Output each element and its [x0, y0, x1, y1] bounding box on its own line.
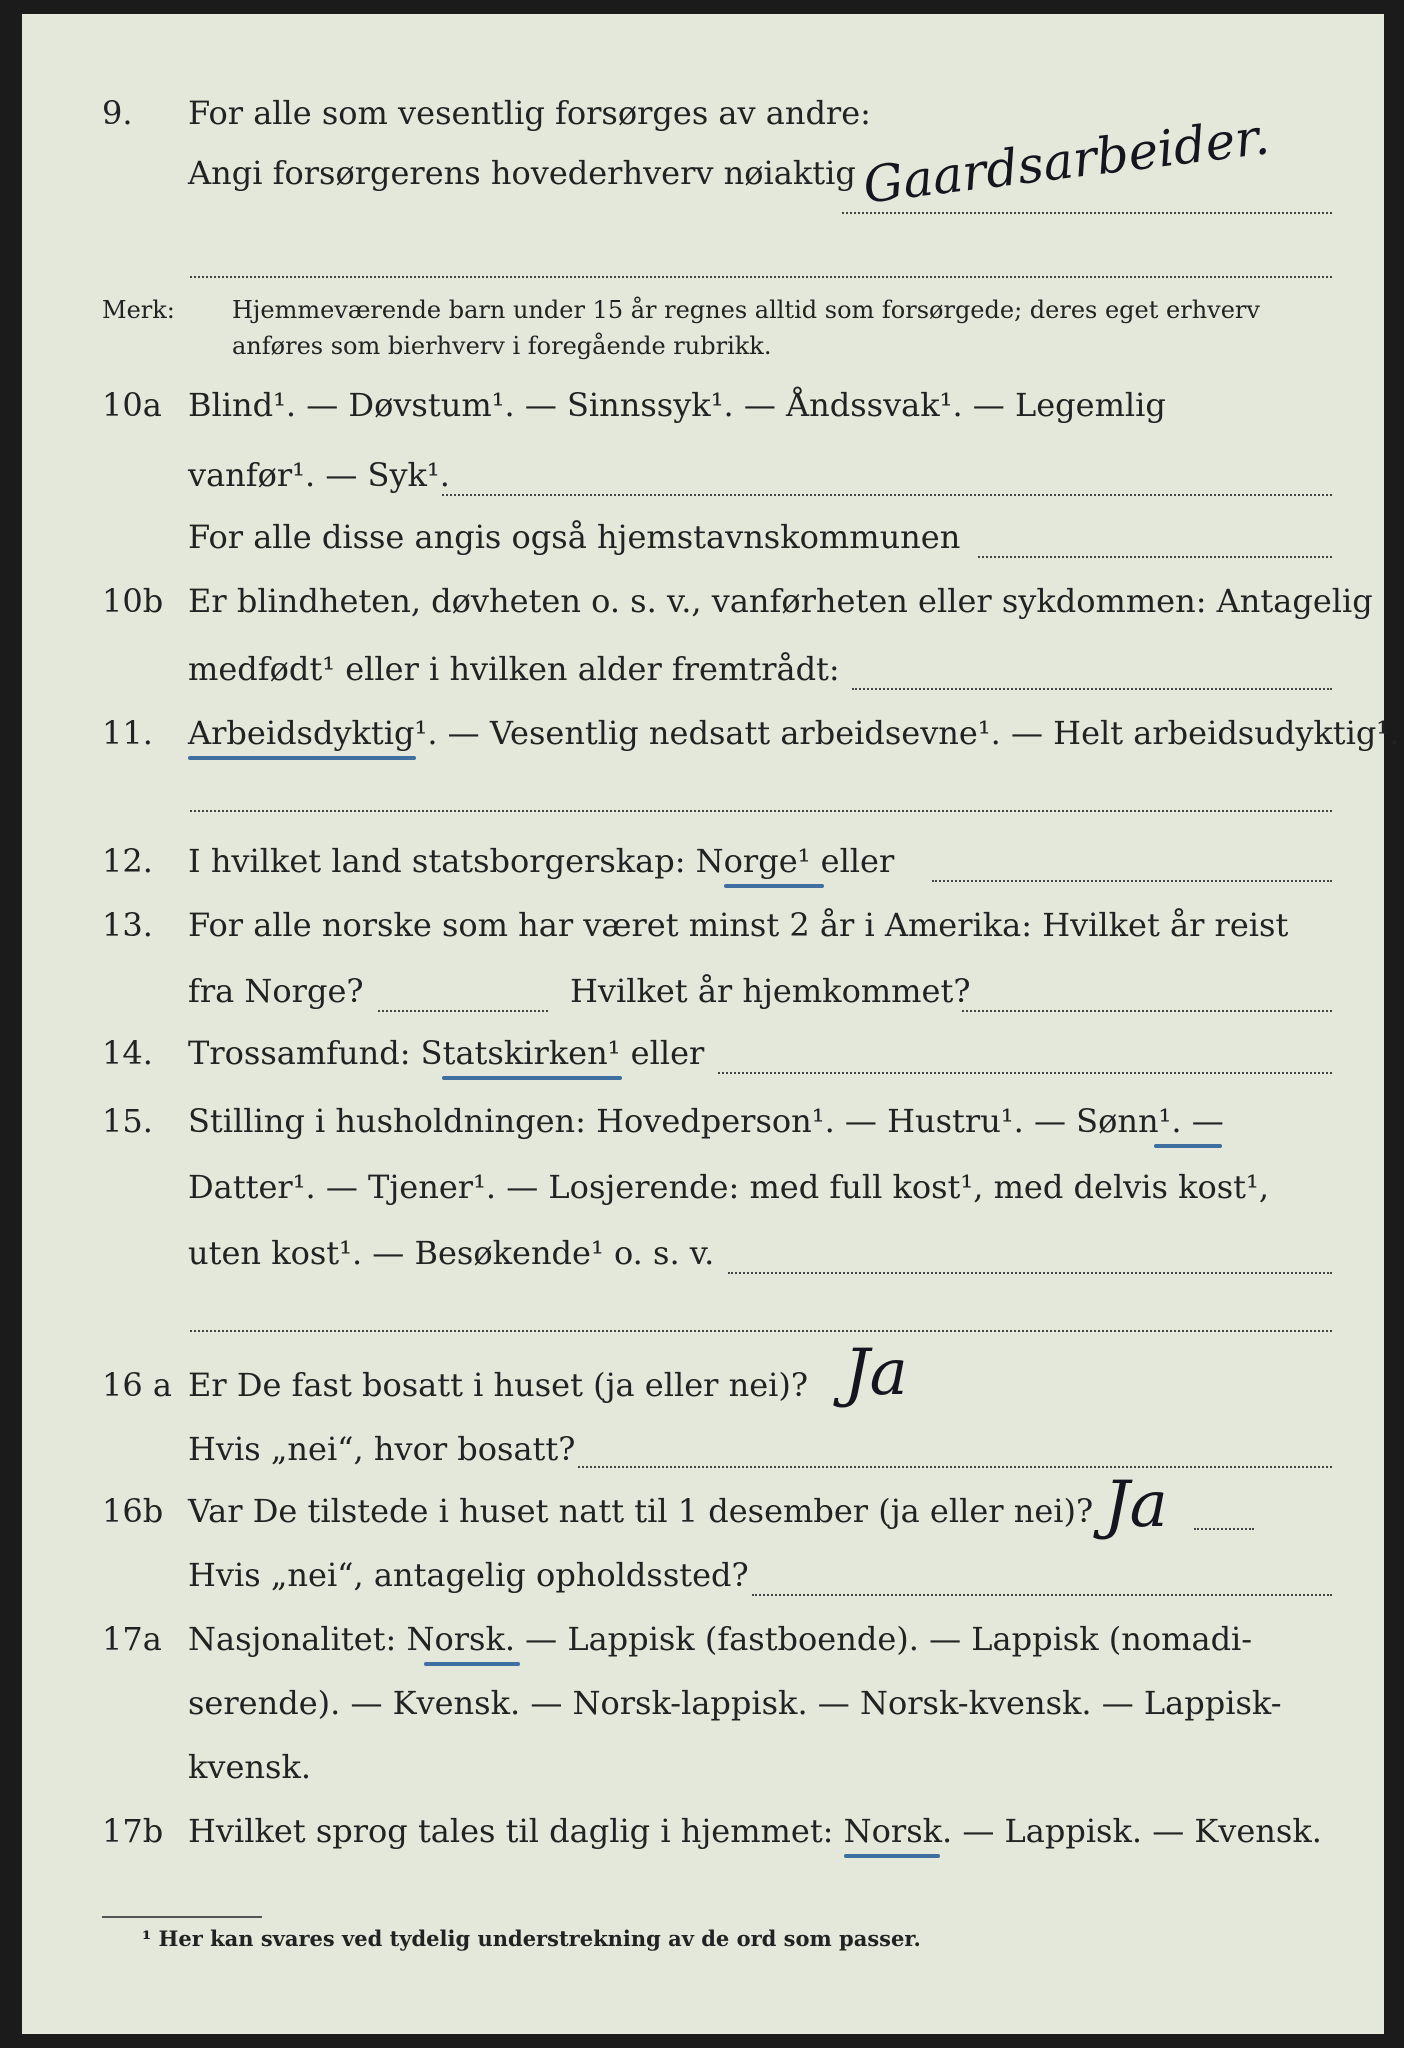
- item-number-16a: 16 a: [102, 1366, 172, 1404]
- item-number-10b: 10b: [102, 582, 164, 620]
- answer-line-15: [728, 1272, 1332, 1274]
- question-15-line3: uten kost¹. — Besøkende¹ o. s. v.: [188, 1234, 715, 1272]
- question-13-line2a: fra Norge?: [188, 972, 364, 1010]
- question-12-line1: I hvilket land statsborgerskap: Norge¹ eller: [188, 842, 895, 880]
- answer-line-15b: [190, 1330, 1332, 1332]
- item-number-10a: 10a: [102, 386, 162, 424]
- footnote-rule: [102, 1916, 262, 1918]
- answer-underline-sonn: [1154, 1144, 1222, 1148]
- item-number-16b: 16b: [102, 1492, 164, 1530]
- item-number-15: 15.: [102, 1102, 153, 1140]
- answer-underline-norsk-17b: [844, 1854, 940, 1858]
- question-10a-line2: vanfør¹. — Syk¹.: [188, 456, 450, 494]
- handwritten-answer-9: Gaardsarbeider.: [859, 107, 1273, 215]
- item-number-9: 9.: [102, 94, 133, 132]
- answer-line-14: [718, 1072, 1332, 1074]
- answer-line-9: [842, 212, 1332, 214]
- question-10b-line1: Er blindheten, døvheten o. s. v., vanførheten eller sykdommen: Antagelig: [188, 582, 1373, 620]
- answer-line-10a: [442, 494, 1332, 496]
- answer-underline-norsk-17a: [424, 1662, 520, 1666]
- note-label: Merk:: [102, 296, 175, 324]
- footnote: [142, 1926, 921, 1951]
- question-17a-line3: kvensk.: [188, 1748, 311, 1786]
- question-13-line2b: Hvilket år hjemkommet?: [570, 972, 971, 1010]
- answer-line-16a: [578, 1466, 1332, 1468]
- question-17a-line1: Nasjonalitet: Norsk. — Lappisk (fastboende). — Lappisk (nomadi-: [188, 1620, 1253, 1658]
- question-15-line1: Stilling i husholdningen: Hovedperson¹. — Hustru¹. — Sønn¹. —: [188, 1102, 1224, 1140]
- question-16b-line2: Hvis „nei“, antagelig opholdssted?: [188, 1556, 749, 1594]
- item-number-11: 11.: [102, 714, 153, 752]
- answer-line-16b-opholdssted: [752, 1594, 1332, 1596]
- handwritten-answer-16a: Ja: [844, 1336, 908, 1410]
- question-11-line1: Arbeidsdyktig¹. — Vesentlig nedsatt arbeidsevne¹. — Helt arbeidsudyktig¹.: [188, 714, 1400, 752]
- question-17b-line1: Hvilket sprog tales til daglig i hjemmet: Norsk. — Lappisk. — Kvensk.: [188, 1812, 1322, 1850]
- item-number-13: 13.: [102, 906, 153, 944]
- question-16a-line2: Hvis „nei“, hvor bosatt?: [188, 1430, 576, 1468]
- note-line1: Hjemmeværende barn under 15 år regnes alltid som forsørgede; deres eget erhverv: [232, 296, 1260, 324]
- question-10a-line3: For alle disse angis også hjemstavnskommunen: [188, 518, 961, 556]
- answer-line-10a-kommune: [978, 556, 1332, 558]
- answer-line-16b: [1194, 1528, 1254, 1530]
- answer-line-11: [190, 810, 1332, 812]
- question-9-line1: For alle som vesentlig forsørges av andre:: [188, 94, 871, 132]
- question-16a-line1: Er De fast bosatt i huset (ja eller nei)?: [188, 1366, 809, 1404]
- handwritten-answer-16b: Ja: [1104, 1468, 1168, 1542]
- answer-line-13-reist: [378, 1010, 548, 1012]
- answer-underline-statskirken: [442, 1076, 622, 1080]
- question-16b-line1: Var De tilstede i huset natt til 1 desember (ja eller nei)?: [188, 1492, 1094, 1530]
- question-15-line2: Datter¹. — Tjener¹. — Losjerende: med full kost¹, med delvis kost¹,: [188, 1168, 1270, 1206]
- answer-line-10b: [852, 688, 1332, 690]
- question-14-line1: Trossamfund: Statskirken¹ eller: [188, 1034, 705, 1072]
- item-number-14: 14.: [102, 1034, 153, 1072]
- answer-underline-arbeidsdyktig: [188, 756, 416, 760]
- answer-line-12: [932, 880, 1332, 882]
- item-number-17b: 17b: [102, 1812, 164, 1850]
- footnote-mark: ¹: [142, 1926, 152, 1951]
- question-13-line1: For alle norske som har været minst 2 år i Amerika: Hvilket år reist: [188, 906, 1289, 944]
- answer-line-9b: [190, 276, 1332, 278]
- item-number-12: 12.: [102, 842, 153, 880]
- question-17a-line2: serende). — Kvensk. — Norsk-lappisk. — Norsk-kvensk. — Lappisk-: [188, 1684, 1282, 1722]
- question-10b-line2: medfødt¹ eller i hvilken alder fremtrådt:: [188, 650, 840, 688]
- footnote-text: Her kan svares ved tydelig understrekning av de ord som passer.: [158, 1926, 921, 1951]
- census-form-page: [22, 14, 1400, 2034]
- note-line2: anføres som bierhverv i foregående rubrikk.: [232, 332, 772, 360]
- question-9-line2: Angi forsørgerens hovederhverv nøiaktig: [188, 154, 856, 192]
- answer-line-13-hjemkommet: [962, 1010, 1332, 1012]
- item-number-17a: 17a: [102, 1620, 162, 1658]
- answer-underline-norge: [724, 884, 824, 888]
- question-10a-line1: Blind¹. — Døvstum¹. — Sinnssyk¹. — Åndssvak¹. — Legemlig: [188, 386, 1166, 424]
